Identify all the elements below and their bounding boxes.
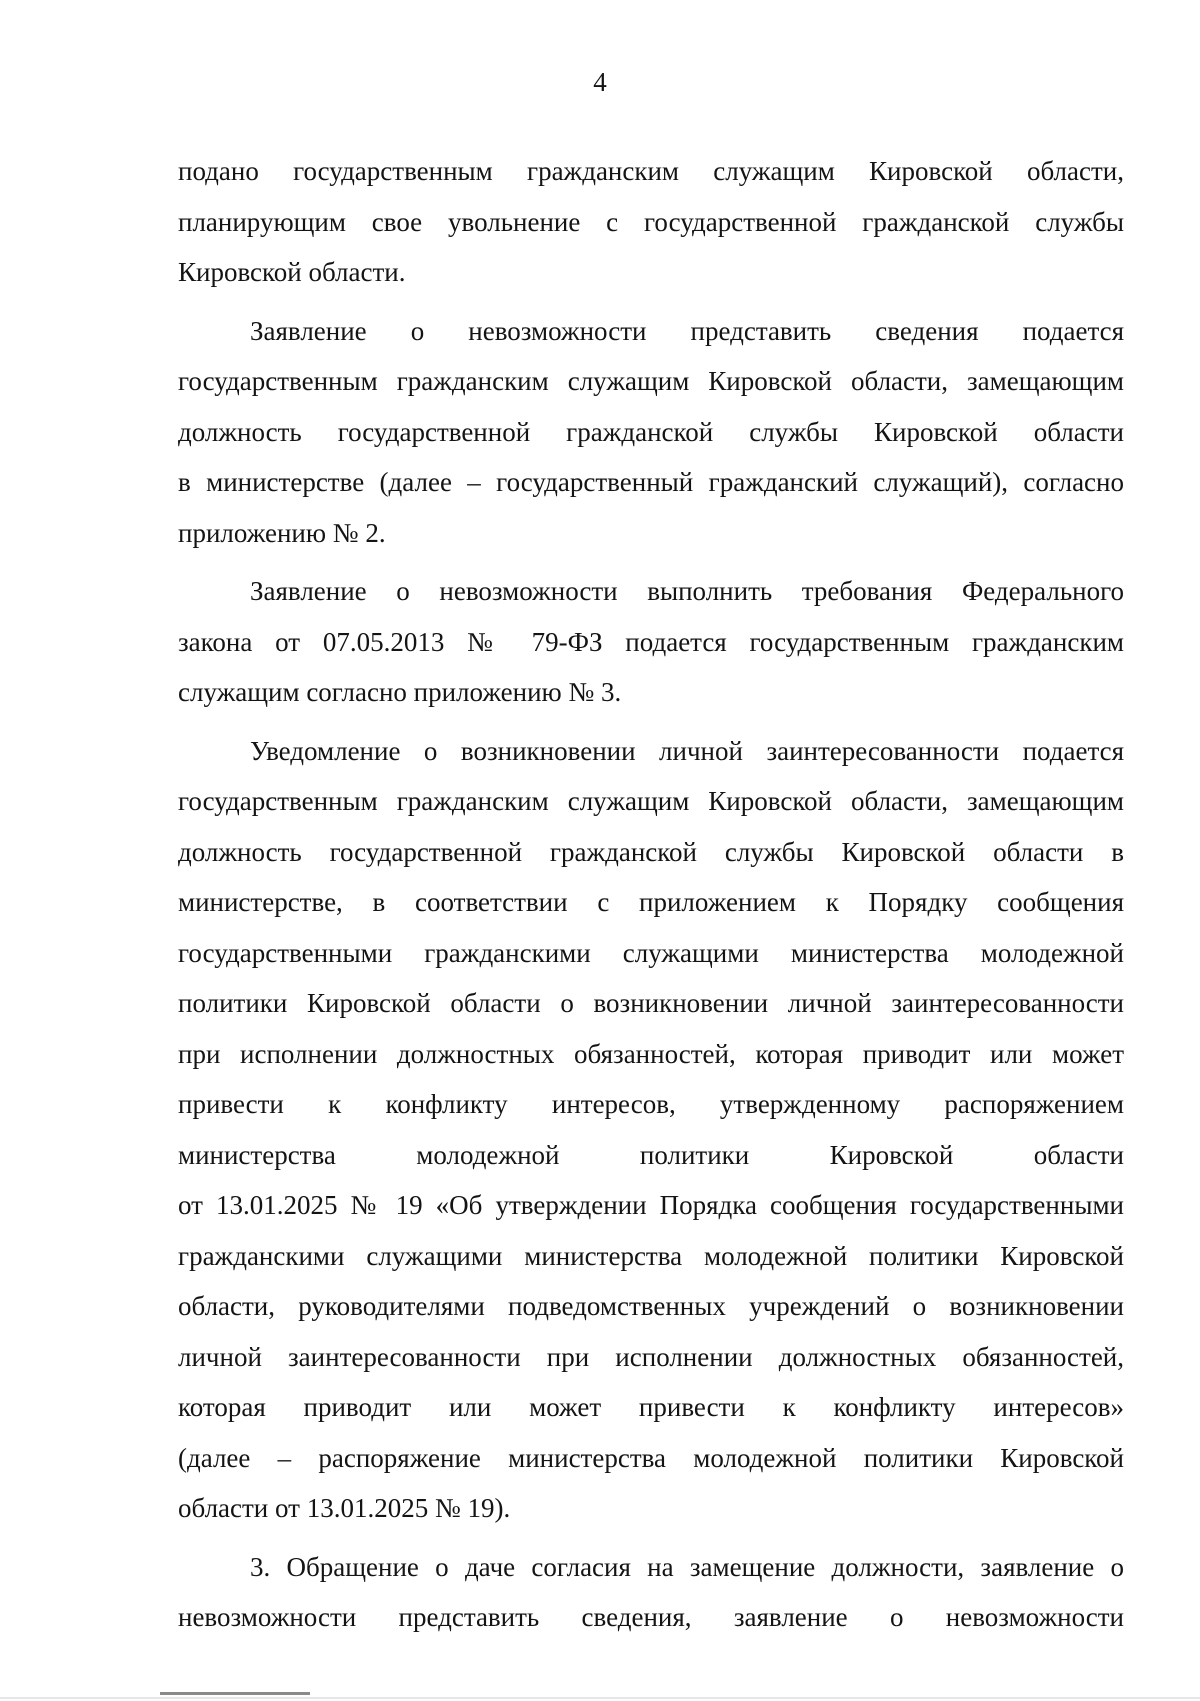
text-line: подано государственным гражданским служащим Кировской области, <box>178 156 1124 186</box>
text-line: государственными гражданскими служащими министерства молодежной <box>178 937 1124 968</box>
page-number: 4 <box>593 67 607 97</box>
text-line: которая приводит или может привести к конфликту интересов» <box>178 1392 1124 1422</box>
text-line: (далее – распоряжение министерства молодежной политики Кировской <box>178 1442 1124 1473</box>
text-line: служащим согласно приложению № 3. <box>178 677 622 707</box>
text-line: области, руководителями подведомственных учреждений о возникновении <box>178 1291 1124 1321</box>
text-line: государственным гражданским служащим Кировской области, замещающим <box>178 786 1124 816</box>
paragraph <box>178 726 1124 1534</box>
text-line: от 13.01.2025 № 19 «Об утверждении Порядка сообщения государственными <box>178 1190 1124 1220</box>
paragraph <box>178 566 1124 718</box>
scan-artifact <box>160 1692 310 1695</box>
text-line: закона от 07.05.2013 № 79-ФЗ подается государственным гражданским <box>178 626 1124 657</box>
text-line: планирующим свое увольнение с государственной гражданской службы <box>178 206 1124 237</box>
text-line: 3. Обращение о даче согласия на замещение должности, заявление о <box>250 1551 1124 1582</box>
text-line: привести к конфликту интересов, утвержденному распоряжением <box>178 1089 1124 1119</box>
paragraph <box>178 146 1124 298</box>
text-line: министерства молодежной политики Кировской области <box>178 1139 1124 1170</box>
text-line: невозможности представить сведения, заявление о невозможности <box>178 1602 1124 1632</box>
text-line: Кировской области. <box>178 257 406 287</box>
text-line: министерстве, в соответствии с приложением к Порядку сообщения <box>178 887 1124 917</box>
text-line: области от 13.01.2025 № 19). <box>178 1493 511 1523</box>
text-line: приложению № 2. <box>178 517 386 548</box>
text-line: Заявление о невозможности представить сведения подается <box>250 315 1124 346</box>
text-line: гражданскими служащими министерства молодежной политики Кировской <box>178 1240 1124 1271</box>
text-line: должность государственной гражданской службы Кировской области <box>178 416 1124 447</box>
text-line: Уведомление о возникновении личной заинтересованности подается <box>250 735 1124 766</box>
text-line: в министерстве (далее – государственный гражданский служащий), согласно <box>178 467 1124 497</box>
text-line: должность государственной гражданской службы Кировской области в <box>178 836 1124 867</box>
paragraph <box>178 306 1124 559</box>
paragraph <box>178 1542 1124 1643</box>
document-body <box>178 146 1124 1643</box>
scan-artifact <box>0 1697 1200 1699</box>
text-line: государственным гражданским служащим Кировской области, замещающим <box>178 366 1124 396</box>
text-line: личной заинтересованности при исполнении должностных обязанностей, <box>178 1341 1124 1372</box>
text-line: Заявление о невозможности выполнить требования Федерального <box>250 576 1124 606</box>
text-line: при исполнении должностных обязанностей, которая приводит или может <box>178 1038 1124 1069</box>
text-line: политики Кировской области о возникновении личной заинтересованности <box>178 988 1124 1018</box>
